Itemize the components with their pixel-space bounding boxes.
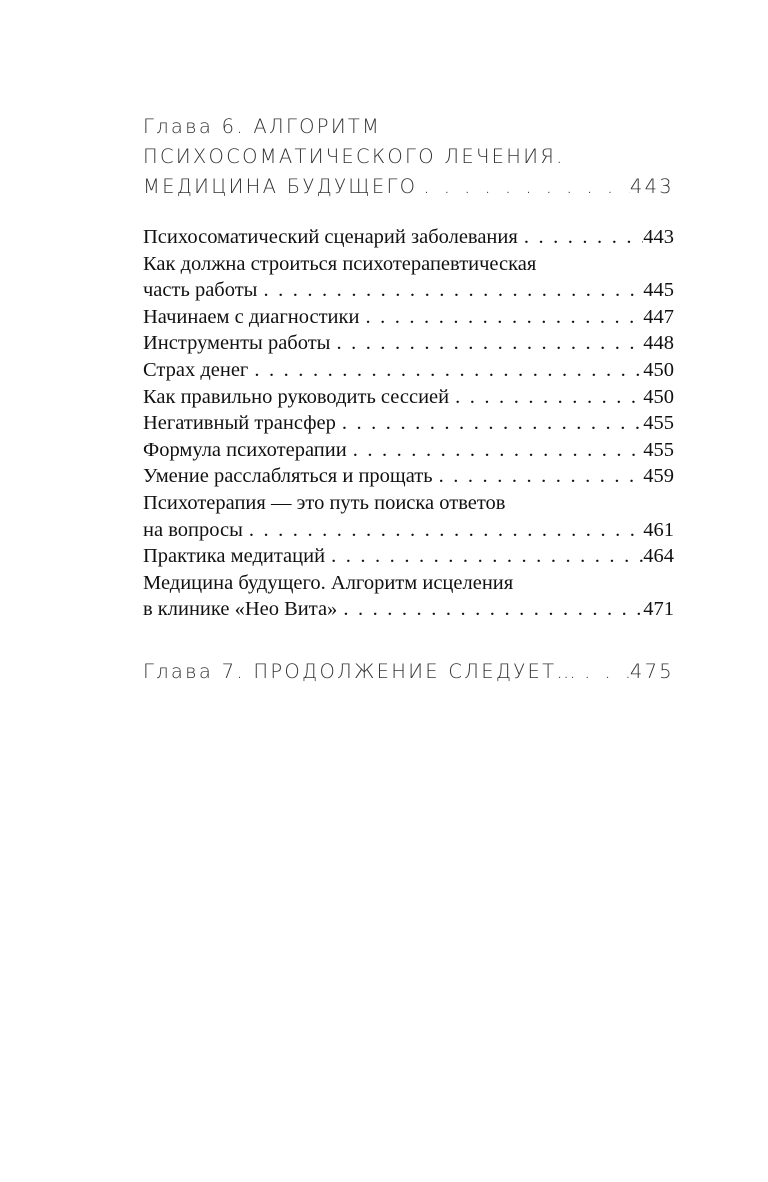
dot-leader [347,437,644,464]
toc-entry[interactable] [143,224,674,251]
toc-entry-title-line-1: Как должна строиться психотерапевтическая [143,252,537,275]
toc-entry-page: 455 [643,412,674,435]
toc-entry[interactable] [143,384,674,411]
toc-entry-page: 455 [643,438,674,461]
dot-leader [449,384,643,411]
toc-entry-title: часть работы [143,279,258,302]
dot-leader [243,517,643,544]
chapter-6-title-line-3: МЕДИЦИНА БУДУЩЕГО [143,175,418,198]
toc-entry-title: на вопросы [143,518,243,541]
toc-entry-title: в клинике «Нео Вита» [143,598,338,621]
dot-leader [417,172,630,202]
toc-entry[interactable] [143,304,674,331]
toc-entry[interactable] [143,490,674,543]
toc-entry[interactable] [143,463,674,490]
dot-leader [248,357,643,384]
toc-entry-title: Начинаем с диагностики [143,305,360,328]
toc-entry[interactable] [143,543,674,570]
toc-entry-page: 461 [643,518,674,541]
dot-leader [330,330,643,357]
dot-leader [257,277,643,304]
toc-entry-page: 445 [643,279,674,302]
dot-leader [337,596,643,623]
dot-leader [433,463,644,490]
toc-entry[interactable] [143,570,674,623]
dot-leader [359,304,643,331]
toc-entry-title: Умение расслабляться и прощать [143,465,433,488]
toc-entry-page: 471 [643,598,674,621]
dot-leader [518,224,643,251]
toc-entry[interactable] [143,251,674,304]
chapter-7-title: Глава 7. ПРОДОЛЖЕНИЕ СЛЕДУЕТ… [143,659,579,683]
toc-entry-page: 450 [643,358,674,381]
toc-entry[interactable] [143,357,674,384]
chapter-6-heading[interactable] [143,112,674,202]
toc-entry-title-line-1: Медицина будущего. Алгоритм исцеления [143,571,514,594]
dot-leader [336,410,643,437]
toc-entry-title: Психосоматический сценарий заболевания [143,226,518,248]
chapter-7-heading[interactable] [143,657,674,687]
chapter-6-page-number: 443 [629,175,674,198]
toc-entry-title: Практика медитаций [143,545,326,568]
toc-entry-page: 447 [643,305,674,328]
chapter-6-sections [143,224,674,623]
toc-entry-title-line-1: Психотерапия — это путь поиска ответов [143,491,506,514]
toc-entry-title: Инструменты работы [143,332,331,355]
chapter-6-title-line-2: ПСИХОСОМАТИЧЕСКОГО ЛЕЧЕНИЯ. [143,145,565,168]
toc-entry[interactable] [143,330,674,357]
toc-entry-page: 443 [643,226,674,248]
dot-leader [578,657,630,687]
toc-entry-title: Формула психотерапии [143,438,347,461]
chapter-6-title-line-1: Глава 6. АЛГОРИТМ [143,115,382,138]
toc-entry[interactable] [143,437,674,464]
toc-entry-title: Негативный трансфер [143,412,336,435]
table-of-contents [143,112,674,687]
chapter-7-page-number: 475 [629,659,674,683]
toc-entry-page: 450 [643,385,674,408]
toc-entry[interactable] [143,410,674,437]
toc-entry-page: 448 [643,332,674,355]
toc-entry-title: Страх денег [143,358,249,381]
toc-entry-title: Как правильно руководить сессией [143,385,450,408]
toc-entry-page: 459 [643,465,674,488]
dot-leader [325,543,643,570]
toc-entry-page: 464 [643,545,674,568]
